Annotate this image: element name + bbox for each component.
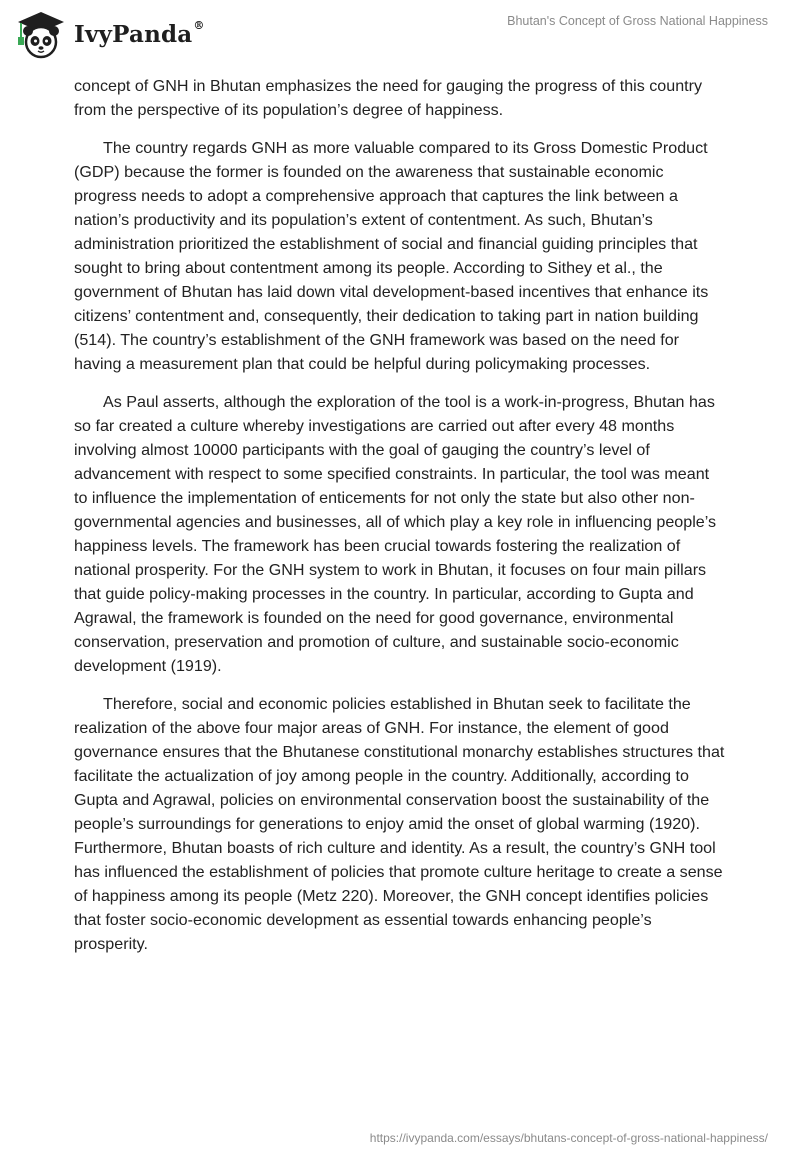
- brand-name: [74, 18, 205, 48]
- page-header: [0, 0, 800, 70]
- paragraph-gnh-vs-gdp: The country regards GNH as more valuable compared to its Gross Domestic Product (GDP) because the former is founded on the awareness that sustainable economic progress needs to adopt a comprehensive approach that captures the link between a nation’s productivity and its population’s extent of contentment. As such, Bhutan’s administration prioritized the establishment of social and financial guiding principles that sought to bring about contentment among its people. According to Sithey et al., the government of Bhutan has laid down vital development-based incentives that enhance its citizens’ contentment and, consequently, their dedication to taking part in nation building (514). The country’s establishment of the GNH framework was based on the need for having a measurement plan that could be helpful during policymaking processes.: [74, 139, 709, 373]
- ivypanda-logo[interactable]: [12, 8, 205, 60]
- source-url[interactable]: https://ivypanda.com/essays/bhutans-concept-of-gross-national-happiness/: [369, 1131, 768, 1145]
- essay-body: [74, 74, 726, 970]
- document-title: Bhutan's Concept of Gross National Happiness: [507, 14, 768, 28]
- registered-mark: ®: [193, 18, 205, 32]
- panda-graduation-cap-icon: [12, 8, 70, 60]
- paragraph-continuation: concept of GNH in Bhutan emphasizes the need for gauging the progress of this country from the perspective of its population’s degree of happiness.: [74, 77, 703, 119]
- paragraph-policies: Therefore, social and economic policies established in Bhutan seek to facilitate the realization of the above four major areas of GNH. For instance, the element of good governance ensures that the Bhutanese constitutional monarchy establishes structures that facilitate the actualization of joy among people in the country. Additionally, according to Gupta and Agrawal, policies on environmental conservation boost the sustainability of the people’s surroundings for generations to enjoy amid the onset of global warming (1920). Furthermore, Bhutan boasts of rich culture and identity. As a result, the country’s GNH tool has influenced the establishment of policies that promote culture heritage to create a sense of happiness among its people (Metz 220). Moreover, the GNH concept identifies policies that foster socio-economic development as essential towards enhancing people’s prosperity.: [74, 695, 725, 953]
- brand-name-text: IvyPanda: [74, 20, 193, 48]
- paragraph-paul-assertion: As Paul asserts, although the exploration of the tool is a work-in-progress, Bhutan has so far created a culture whereby investigations are carried out after every 48 months involving almost 10000 participants with the goal of gauging the country’s level of advancement with respect to some specified constraints. In particular, the tool was meant to influence the implementation of enticements for not only the state but also other non-governmental agencies and businesses, all of which play a key role in influencing people’s happiness levels. The framework has been crucial towards fostering the realization of national prosperity. For the GNH system to work in Bhutan, it focuses on four main pillars that guide policy-making processes in the country. In particular, according to Gupta and Agrawal, the framework is founded on the need for good governance, environmental conservation, preservation and promotion of culture, and sustainable socio-economic development (1919).: [74, 393, 717, 675]
